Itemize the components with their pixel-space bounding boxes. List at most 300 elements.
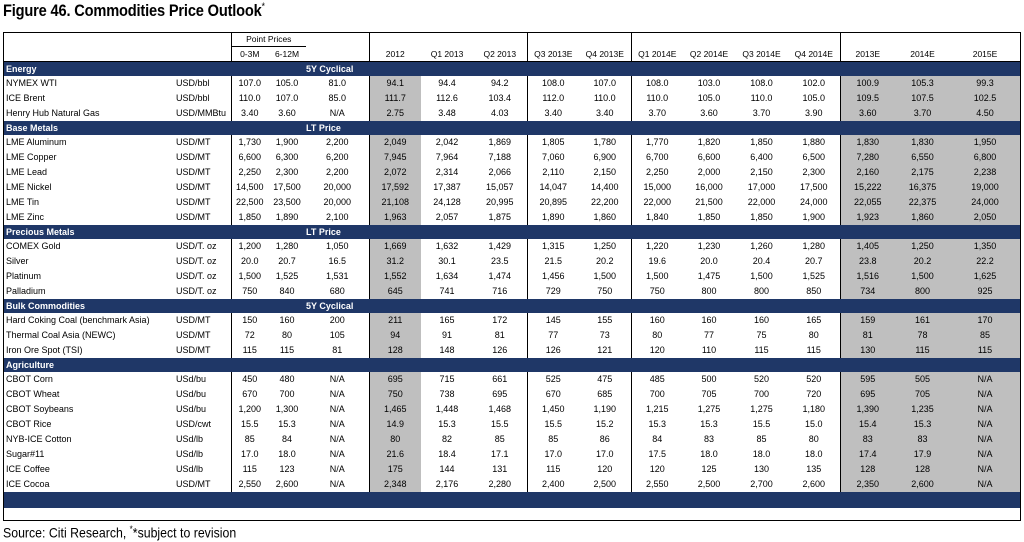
value-cell: 165 — [806, 315, 822, 325]
value-cell: 111.7 — [369, 91, 421, 106]
point-prices-header: Point Prices — [231, 33, 306, 47]
value-cell: 17.9 — [895, 447, 950, 462]
value-cell: 3.60 — [700, 108, 718, 118]
source-note: Source: Citi Research, **subject to revision — [3, 524, 237, 541]
section-name: Bulk Commodities — [4, 299, 306, 313]
value-cell: 645 — [369, 284, 421, 299]
table-row — [4, 76, 1020, 91]
value-cell: 22,000 — [631, 195, 683, 210]
value-cell: 2,057 — [435, 212, 459, 222]
value-cell: 1,275 — [750, 404, 773, 414]
value-cell: 750 — [369, 387, 421, 402]
column-header: 2015E — [950, 47, 1020, 62]
value-cell: 80 — [282, 330, 293, 340]
value-cell: 700 — [279, 389, 295, 399]
value-cell: 22,200 — [591, 197, 619, 207]
header-blank — [840, 33, 895, 47]
value-cell: 19.6 — [631, 254, 683, 269]
value-cell: 72 — [231, 328, 268, 343]
section-header — [4, 299, 1020, 313]
value-cell: 21.5 — [527, 254, 579, 269]
commodity-name: Palladium — [6, 286, 46, 296]
header-blank — [683, 33, 735, 47]
value-cell: 1,632 — [435, 241, 459, 251]
column-header: 2014E — [895, 47, 950, 62]
value-cell: 20.4 — [752, 256, 771, 266]
value-cell: 2,176 — [435, 479, 459, 489]
value-cell: 1,468 — [488, 404, 512, 414]
figure-title: Figure 46. Commodities Price Outlook* — [3, 1, 265, 20]
value-cell: 20.2 — [596, 256, 614, 266]
value-cell: 1,220 — [631, 239, 683, 254]
value-cell: 1,770 — [631, 135, 683, 150]
table-row — [4, 387, 1020, 402]
value-cell: 16,375 — [895, 180, 950, 195]
value-cell: 83 — [895, 432, 950, 447]
footer-bar-fill — [4, 492, 1020, 508]
value-cell: 2,280 — [488, 479, 512, 489]
value-cell: 6,600 — [231, 150, 268, 165]
value-cell: 15.5 — [231, 417, 268, 432]
value-cell: 750 — [597, 286, 613, 296]
value-cell: 1,500 — [895, 269, 950, 284]
value-cell: 1,474 — [488, 271, 512, 281]
value-cell: 15,000 — [631, 180, 683, 195]
value-cell: 211 — [369, 313, 421, 328]
column-header: 0-3M — [231, 47, 268, 62]
value-cell: 31.2 — [369, 254, 421, 269]
value-cell: 160 — [631, 313, 683, 328]
value-cell: 82 — [442, 434, 453, 444]
value-cell: 123 — [279, 464, 295, 474]
commodity-unit: USD/MT — [176, 212, 211, 222]
value-cell: 78 — [895, 328, 950, 343]
header-blank — [473, 33, 527, 47]
header-blank — [306, 33, 369, 47]
value-cell: 23,500 — [273, 197, 301, 207]
value-cell: 3.40 — [527, 106, 579, 121]
value-cell: 7,060 — [527, 150, 579, 165]
value-cell: 17.5 — [631, 447, 683, 462]
value-cell: 525 — [527, 372, 579, 387]
section-price-label: LT Price — [306, 225, 421, 239]
header-blank — [895, 33, 950, 47]
value-cell: 16.5 — [328, 256, 347, 266]
value-cell: 750 — [231, 284, 268, 299]
value-cell: 1,923 — [840, 210, 895, 225]
header-blank — [174, 47, 231, 62]
value-cell: 17,500 — [273, 182, 301, 192]
value-cell: 2,250 — [231, 165, 268, 180]
header-blank — [950, 33, 1020, 47]
value-cell: 1,500 — [750, 271, 773, 281]
value-cell: 2,150 — [750, 167, 773, 177]
value-cell: 1,634 — [435, 271, 459, 281]
commodity-name: LME Lead — [6, 167, 48, 177]
value-cell: 7,945 — [369, 150, 421, 165]
value-cell: 1,390 — [840, 402, 895, 417]
column-header: Q4 2014E — [788, 47, 840, 62]
value-cell: 102.0 — [802, 78, 826, 88]
commodity-name: LME Copper — [6, 152, 57, 162]
value-cell: 705 — [701, 389, 717, 399]
commodities-table — [3, 32, 1021, 521]
commodity-unit: USd/lb — [176, 434, 204, 444]
commodity-name: Henry Hub Natural Gas — [6, 108, 100, 118]
value-cell: 2,300 — [275, 167, 299, 177]
column-header: Q2 2014E — [683, 47, 735, 62]
value-cell: 121 — [597, 345, 613, 355]
value-cell: 112.6 — [436, 93, 458, 103]
value-cell: 729 — [527, 284, 579, 299]
commodity-unit: USD/MT — [176, 330, 211, 340]
commodity-unit: USd/bu — [176, 404, 207, 414]
value-cell: 110.0 — [631, 91, 683, 106]
commodity-unit: USD/bbl — [176, 78, 210, 88]
table-row — [4, 195, 1020, 210]
value-cell: 1,456 — [527, 269, 579, 284]
value-cell: 159 — [840, 313, 895, 328]
commodity-unit: USD/MT — [176, 345, 211, 355]
value-cell: 18.0 — [805, 449, 823, 459]
table-row — [4, 447, 1020, 462]
table-row — [4, 150, 1020, 165]
value-cell: 17.0 — [527, 447, 579, 462]
value-cell: 1,500 — [231, 269, 268, 284]
value-cell: 2,042 — [435, 137, 459, 147]
table-row — [4, 254, 1020, 269]
value-cell: 2,050 — [950, 210, 1020, 225]
value-cell: 15.4 — [840, 417, 895, 432]
value-cell: 1,531 — [326, 271, 349, 281]
value-cell: 1,050 — [326, 241, 349, 251]
commodity-name: COMEX Gold — [6, 241, 61, 251]
value-cell: 1,448 — [435, 404, 459, 414]
value-cell: 20,995 — [486, 197, 514, 207]
value-cell: 18.0 — [700, 449, 718, 459]
value-cell: 2.75 — [369, 106, 421, 121]
value-cell: 734 — [840, 284, 895, 299]
value-cell: 15.3 — [895, 417, 950, 432]
column-header: Q1 2013 — [421, 47, 473, 62]
value-cell: 1,525 — [802, 271, 826, 281]
value-cell: 83 — [840, 432, 895, 447]
value-cell: 2,160 — [840, 165, 895, 180]
value-cell: N/A — [950, 387, 1020, 402]
commodity-name: Thermal Coal Asia (NEWC) — [6, 330, 116, 340]
value-cell: 23.5 — [491, 256, 509, 266]
value-cell: 160 — [279, 315, 295, 325]
value-cell: 15.0 — [805, 419, 823, 429]
value-cell: 1,280 — [802, 241, 826, 251]
value-cell: 7,280 — [840, 150, 895, 165]
commodity-name: Platinum — [6, 271, 42, 281]
value-cell: 800 — [895, 284, 950, 299]
value-cell: 2,300 — [802, 167, 826, 177]
value-cell: 80 — [369, 432, 421, 447]
column-header: 2012 — [369, 47, 421, 62]
value-cell: 3.70 — [631, 106, 683, 121]
value-cell: 1,875 — [488, 212, 512, 222]
value-cell: 700 — [754, 389, 770, 399]
value-cell: 20.0 — [700, 256, 718, 266]
value-cell: 6,600 — [697, 152, 721, 162]
value-cell: 120 — [631, 343, 683, 358]
commodity-unit: USD/MMBtu — [176, 108, 227, 118]
value-cell: 1,552 — [369, 269, 421, 284]
value-cell: 20,000 — [323, 182, 352, 192]
value-cell: 4.50 — [950, 106, 1020, 121]
column-header: 2013E — [840, 47, 895, 62]
table-footer-bar — [4, 492, 1020, 508]
commodity-unit: USD/MT — [176, 197, 211, 207]
value-cell: 1,850 — [750, 137, 773, 147]
value-cell: 22,000 — [747, 197, 776, 207]
value-cell: 128 — [840, 462, 895, 477]
value-cell: 20.2 — [895, 254, 950, 269]
value-cell: 3.90 — [805, 108, 823, 118]
value-cell: 480 — [279, 374, 295, 384]
commodity-name: NYMEX WTI — [6, 78, 57, 88]
value-cell: 19,000 — [950, 180, 1020, 195]
commodity-name: ICE Coffee — [6, 464, 50, 474]
value-cell: 1,860 — [593, 212, 617, 222]
value-cell: 103.4 — [488, 93, 512, 103]
column-header — [306, 47, 369, 62]
header-blank — [631, 33, 683, 47]
value-cell: 15.5 — [491, 419, 509, 429]
value-cell: N/A — [329, 464, 345, 474]
value-cell: 18.4 — [438, 449, 456, 459]
value-cell: 15.5 — [527, 417, 579, 432]
value-cell: 126 — [492, 345, 508, 355]
commodity-name: LME Aluminum — [6, 137, 67, 147]
value-cell: 150 — [231, 313, 268, 328]
value-cell: 107.0 — [231, 76, 268, 91]
value-cell: 20,895 — [527, 195, 579, 210]
table-row — [4, 477, 1020, 492]
value-cell: 2,600 — [275, 479, 299, 489]
value-cell: 1,350 — [950, 239, 1020, 254]
value-cell: 30.1 — [438, 256, 456, 266]
value-cell: 85 — [527, 432, 579, 447]
value-cell: 81.0 — [328, 78, 347, 88]
value-cell: 115 — [895, 343, 950, 358]
value-cell: 2,500 — [697, 479, 721, 489]
value-cell: 73 — [599, 330, 610, 340]
value-cell: 115 — [527, 462, 579, 477]
value-cell: 1,869 — [488, 137, 512, 147]
value-cell: N/A — [329, 434, 345, 444]
value-cell: 685 — [597, 389, 613, 399]
value-cell: 1,500 — [631, 269, 683, 284]
value-cell: 505 — [895, 372, 950, 387]
value-cell: 3.70 — [895, 106, 950, 121]
value-cell: 1,840 — [631, 210, 683, 225]
value-cell: 16,000 — [695, 182, 723, 192]
section-name: Agriculture — [4, 358, 306, 372]
table-row — [4, 328, 1020, 343]
commodity-unit: USd/bu — [176, 389, 207, 399]
value-cell: 15.3 — [438, 419, 456, 429]
value-cell: 17,387 — [433, 182, 461, 192]
value-cell: 1,516 — [840, 269, 895, 284]
value-cell: 107.0 — [275, 93, 299, 103]
value-cell: 1,405 — [840, 239, 895, 254]
value-cell: 75 — [756, 330, 767, 340]
value-cell: 1,880 — [802, 137, 826, 147]
column-header: Q2 2013 — [473, 47, 527, 62]
value-cell: 6,500 — [802, 152, 826, 162]
value-cell: 1,190 — [593, 404, 617, 414]
value-cell: 21,500 — [695, 197, 723, 207]
value-cell: 110.0 — [750, 93, 773, 103]
value-cell: 3.60 — [278, 108, 296, 118]
value-cell: 1,525 — [275, 271, 299, 281]
value-cell: 108.0 — [750, 78, 773, 88]
table-row — [4, 432, 1020, 447]
value-cell: 1,820 — [697, 137, 721, 147]
commodity-unit: USD/bbl — [176, 93, 210, 103]
value-cell: 91 — [442, 330, 453, 340]
value-cell: N/A — [950, 417, 1020, 432]
value-cell: 1,275 — [697, 404, 721, 414]
value-cell: 115 — [806, 345, 821, 355]
value-cell: 20.0 — [231, 254, 268, 269]
value-cell: N/A — [329, 108, 345, 118]
value-cell: 86 — [599, 434, 610, 444]
value-cell: 4.03 — [491, 108, 509, 118]
commodity-unit: USD/cwt — [176, 419, 212, 429]
value-cell: 2,500 — [593, 479, 617, 489]
value-cell: 115 — [754, 345, 769, 355]
value-cell: 738 — [439, 389, 455, 399]
value-cell: 102.5 — [950, 91, 1020, 106]
value-cell: 3.40 — [231, 106, 268, 121]
header-blank — [4, 47, 174, 62]
value-cell: 2,700 — [750, 479, 773, 489]
value-cell: N/A — [950, 477, 1020, 492]
section-fill — [421, 62, 1020, 77]
value-cell: 109.5 — [840, 91, 895, 106]
value-cell: 520 — [806, 374, 822, 384]
value-cell: 24,000 — [800, 197, 828, 207]
value-cell: 126 — [527, 343, 579, 358]
value-cell: 485 — [631, 372, 683, 387]
column-header: 6-12M — [268, 47, 306, 62]
value-cell: 15.2 — [596, 419, 614, 429]
value-cell: 1,500 — [593, 271, 617, 281]
value-cell: 2,600 — [802, 479, 826, 489]
commodity-name: Sugar#11 — [6, 449, 45, 459]
value-cell: 2,072 — [369, 165, 421, 180]
commodity-unit: USD/T. oz — [176, 271, 217, 281]
value-cell: 450 — [231, 372, 268, 387]
value-cell: 148 — [439, 345, 455, 355]
value-cell: N/A — [329, 479, 345, 489]
value-cell: 125 — [701, 464, 717, 474]
value-cell: 105.0 — [802, 93, 826, 103]
value-cell: 6,800 — [950, 150, 1020, 165]
commodity-name: CBOT Corn — [6, 374, 53, 384]
commodity-name: CBOT Rice — [6, 419, 52, 429]
value-cell: 172 — [492, 315, 508, 325]
commodity-name: LME Nickel — [6, 182, 52, 192]
value-cell: 110 — [701, 345, 717, 355]
value-cell: 120 — [631, 462, 683, 477]
value-cell: 1,180 — [802, 404, 826, 414]
value-cell: 94.1 — [369, 76, 421, 91]
value-cell: 14,400 — [591, 182, 619, 192]
table-row — [4, 239, 1020, 254]
commodity-name: Silver — [6, 256, 29, 266]
value-cell: 661 — [492, 374, 508, 384]
table-row — [4, 313, 1020, 328]
value-cell: 1,805 — [527, 135, 579, 150]
value-cell: 105.3 — [895, 76, 950, 91]
value-cell: 2,100 — [326, 212, 349, 222]
header-blank — [421, 33, 473, 47]
value-cell: 84 — [631, 432, 683, 447]
value-cell: 160 — [754, 315, 770, 325]
section-price-label: 5Y Cyclical — [306, 62, 421, 77]
table-row — [4, 417, 1020, 432]
table-row — [4, 284, 1020, 299]
value-cell: 18.0 — [278, 449, 296, 459]
value-cell: 1,850 — [750, 212, 773, 222]
value-cell: 110.0 — [593, 93, 616, 103]
value-cell: 925 — [950, 284, 1020, 299]
column-header: Q1 2014E — [631, 47, 683, 62]
value-cell: 17,592 — [369, 180, 421, 195]
value-cell: 14,500 — [231, 180, 268, 195]
section-name: Base Metals — [4, 121, 306, 135]
value-cell: 115 — [231, 462, 268, 477]
value-cell: 680 — [329, 286, 345, 296]
value-cell: 131 — [492, 464, 508, 474]
value-cell: 520 — [754, 374, 770, 384]
value-cell: 1,830 — [840, 135, 895, 150]
table-row — [4, 180, 1020, 195]
value-cell: 105.0 — [697, 93, 721, 103]
value-cell: 1,900 — [275, 137, 299, 147]
commodity-unit: USD/MT — [176, 182, 211, 192]
value-cell: 3.48 — [438, 108, 456, 118]
table-row — [4, 269, 1020, 284]
value-cell: 120 — [597, 464, 613, 474]
section-header — [4, 121, 1020, 135]
value-cell: 81 — [840, 328, 895, 343]
value-cell: 2,110 — [527, 165, 579, 180]
table-row — [4, 343, 1020, 358]
value-cell: 165 — [439, 315, 455, 325]
value-cell: 83 — [704, 434, 715, 444]
value-cell: N/A — [329, 374, 345, 384]
value-cell: 80 — [631, 328, 683, 343]
value-cell: 1,669 — [369, 239, 421, 254]
value-cell: 1,780 — [593, 137, 617, 147]
value-cell: 1,465 — [369, 402, 421, 417]
value-cell: 103.0 — [697, 78, 721, 88]
table-row — [4, 402, 1020, 417]
value-cell: 85 — [494, 434, 505, 444]
value-cell: 22,055 — [840, 195, 895, 210]
value-cell: 2,238 — [950, 165, 1020, 180]
header-row-group — [4, 33, 1020, 47]
value-cell: 720 — [806, 389, 822, 399]
value-cell: 15.5 — [752, 419, 771, 429]
value-cell: 18.0 — [752, 449, 771, 459]
